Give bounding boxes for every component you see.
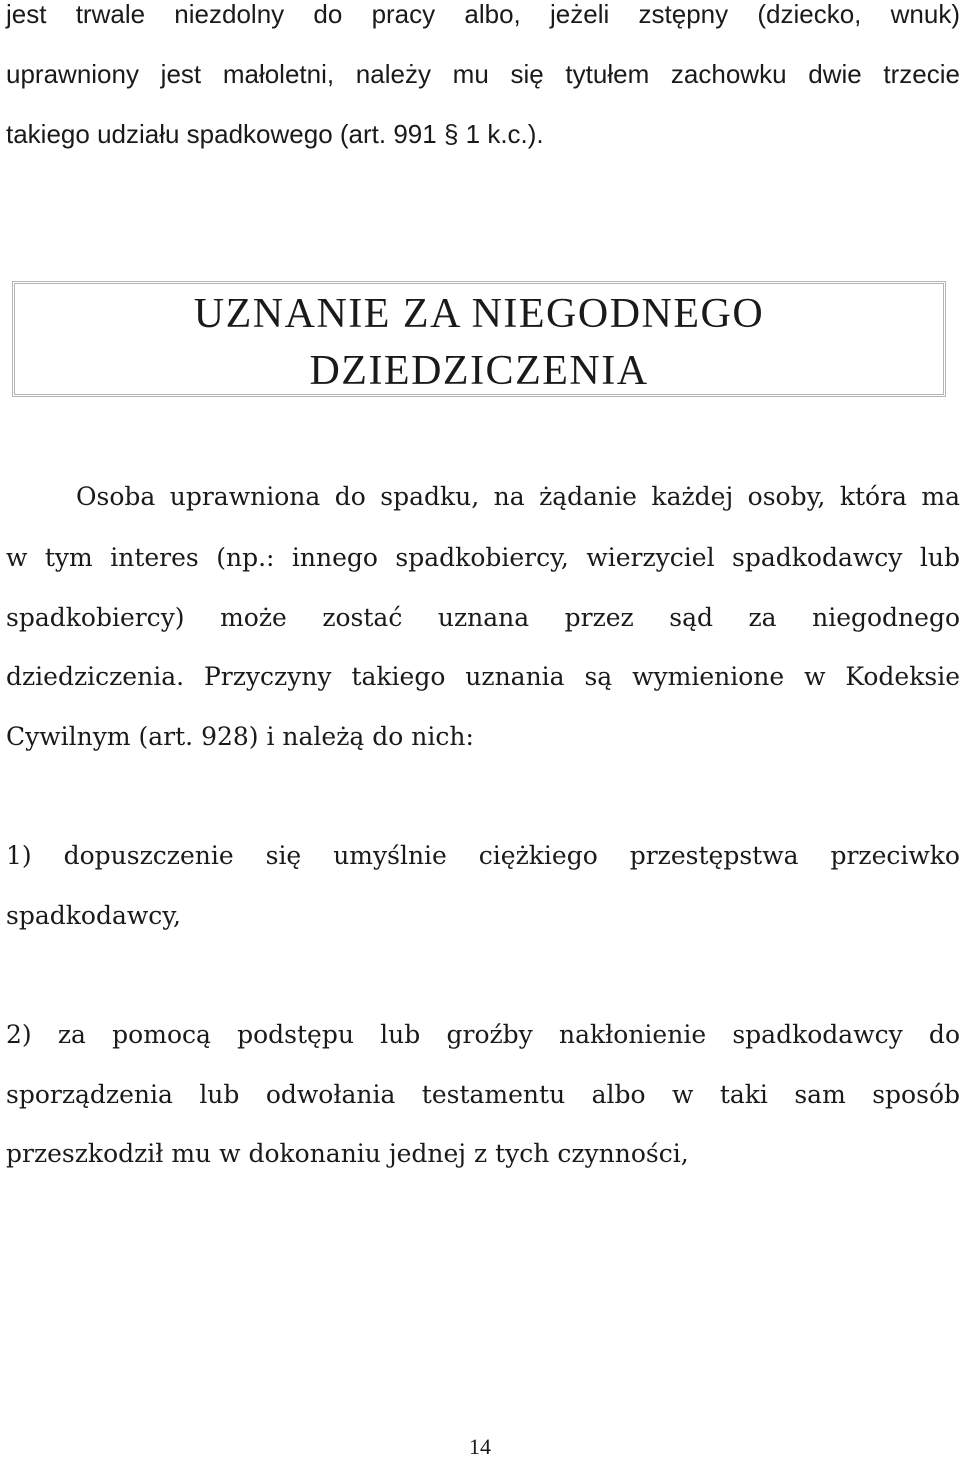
- paragraph-line-5: Cywilnym (art. 928) i należą do nich:: [6, 722, 474, 751]
- paragraph-line-2: w tym interes (np.: innego spadkobiercy, wierzyciel spadkodawcy lub: [6, 543, 960, 572]
- intro-line-1: jest trwale niezdolny do pracy albo, jeżeli zstępny (dziecko, wnuk): [6, 0, 960, 29]
- page-number: 14: [469, 1434, 491, 1459]
- list-item-2-line-1: 2) za pomocą podstępu lub groźby nakłonienie spadkodawcy do: [6, 1020, 960, 1049]
- intro-line-3: takiego udziału spadkowego (art. 991 § 1 k.c.).: [6, 119, 544, 149]
- section-heading-box: [12, 281, 946, 397]
- list-item-1-line-1: 1) dopuszczenie się umyślnie ciężkiego przestępstwa przeciwko: [6, 841, 960, 870]
- section-heading-line-2: DZIEDZICZENIA: [309, 348, 649, 394]
- list-item-1-line-2: spadkodawcy,: [6, 901, 181, 930]
- list-item-2-line-3: przeszkodził mu w dokonaniu jednej z tych czynności,: [6, 1139, 689, 1168]
- intro-line-2: uprawniony jest małoletni, należy mu się tytułem zachowku dwie trzecie: [6, 59, 960, 89]
- paragraph-line-1: Osoba uprawniona do spadku, na żądanie każdej osoby, która ma: [76, 482, 960, 511]
- paragraph-line-3: spadkobiercy) może zostać uznana przez sąd za niegodnego: [6, 603, 960, 632]
- list-item-2-line-2: sporządzenia lub odwołania testamentu albo w taki sam sposób: [6, 1080, 960, 1109]
- paragraph-line-4: dziedziczenia. Przyczyny takiego uznania są wymienione w Kodeksie: [6, 662, 960, 691]
- section-heading-line-1: UZNANIE ZA NIEGODNEGO: [193, 291, 765, 337]
